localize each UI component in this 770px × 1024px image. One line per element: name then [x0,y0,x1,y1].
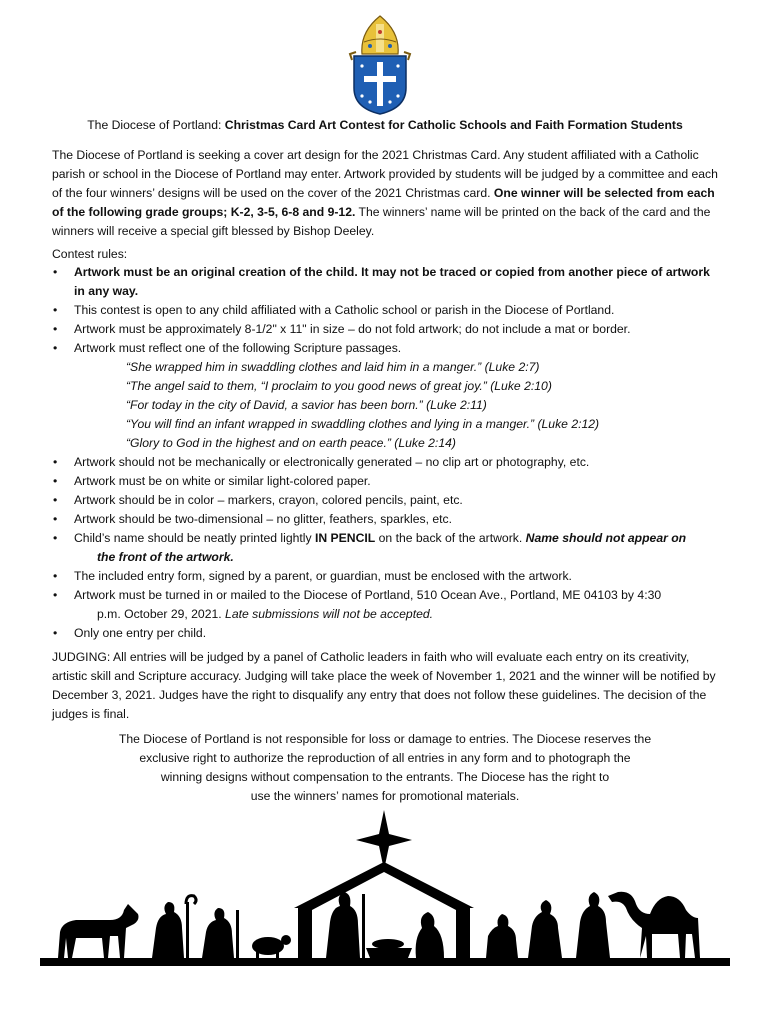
rule-original: • Artwork must be an original creation of the child. It may not be traced or copied from another piece of artwork in any way. [53,265,710,298]
shield-icon [354,56,406,114]
rule-two-dimensional: • Artwork should be two-dimensional – no glitter, feathers, sparkles, etc. [53,512,452,526]
nativity-silhouette-image [40,810,730,990]
quote-line: “The angel said to them, “I proclaim to you good news of great joy.” (Luke 2:10) [126,379,552,393]
rule-entry-form: • The included entry form, signed by a parent, or guardian, must be enclosed with the artwork. [53,569,572,583]
quote-line: “For today in the city of David, a savior has been born.” (Luke 2:11) [126,398,487,412]
judging-paragraph: JUDGING: All entries will be judged by a panel of Catholic leaders in faith who will evaluate each entry on its creativity, artistic skill and Scripture accuracy. Judging will take place the week of November 1, 2021 and the winner will be notified by December 3, 2021. Judges have the right to disqualify any entry that does not follow these guidelines. The decision of the judges is final. [52,650,716,721]
donkey-icon [58,904,139,958]
rule-scripture: • Artwork must reflect one of the following Scripture passages. “She wrapped him in swaddling clothes and laid him in a manger.” (Luke 2:7) “The angel said to them, “I proclaim to you good news of great joy.” (Luke 2:10) “For today in the city of David, a savior has been born.” (Luke 2:11) “You will find an infant wrapped in swaddling clothes and lying in a manger.” (Luke 2:12) “Glory to God in the highest and on earth peace.” (Luke 2:14) [52,339,724,453]
rules-heading: Contest rules: [52,247,128,261]
quote-line: “You will find an infant wrapped in swaddling clothes and lying in a manger.” (Luke 2:12) [126,417,600,431]
mitre-icon [362,16,398,54]
document-title: The Diocese of Portland: Christmas Card Art Contest for Catholic Schools and Faith Formation Students [87,118,683,132]
quote-line: “She wrapped him in swaddling clothes and laid him in a manger.” (Luke 2:7) [126,360,540,374]
intro-paragraph: The Diocese of Portland is seeking a cover art design for the 2021 Christmas Card. Any student affiliated with a Catholic parish or school in the Diocese of Portland may enter. Artwork provided by students will be judged by a committee and each of the four winners’ designs will be used on the cover of the 2021 Christmas card. One winner will be selected from each of the following grade groups; K-2, 3-5, 6-8 and 9-12. The winners’ name will be printed on the back of the card and the winners will receive a special gift blessed by Bishop Deeley. [52,148,718,238]
rule-no-clipart: • Artwork should not be mechanically or electronically generated – no clip art or photography, etc. [53,455,590,469]
quote-line: “Glory to God in the highest and on earth peace.” (Luke 2:14) [126,436,456,450]
rule-deadline: • Artwork must be turned in or mailed to the Diocese of Portland, 510 Ocean Ave., Portland, ME 04103 by 4:30 p.m. October 29, 2021. Late submissions will not be accepted. [53,588,662,621]
king-icon [576,892,610,958]
rule-size: • Artwork must be approximately 8-1/2" x 11" in size – do not fold artwork; do not include a mat or border. [53,322,631,336]
disclaimer-paragraph: The Diocese of Portland is not responsible for loss or damage to entries. The Diocese reserves the exclusive right to authorize the reproduction of all entries in any form and to photograph the winning designs without compensation to the entrants. The Diocese has the right to use the winners’ names for promotional materials. [118,732,652,803]
rule-one-entry: • Only one entry per child. [53,626,207,640]
king-icon [528,900,562,958]
rule-eligibility: • This contest is open to any child affiliated with a Catholic school or parish in the Diocese of Portland. [53,303,615,317]
shepherd-icon [152,902,184,958]
star-icon [356,810,412,870]
joseph-icon [326,892,360,958]
rule-name-pencil: • Child’s name should be neatly printed lightly IN PENCIL on the back of the artwork. Name should not appear on the front of the artwork. [53,531,687,564]
rule-color: • Artwork should be in color – markers, crayon, colored pencils, paint, etc. [53,493,463,507]
king-icon [486,914,518,958]
diocese-crest-logo [340,10,420,116]
scripture-quotes [74,358,724,453]
rules-list [52,263,724,643]
camel-icon [608,892,700,958]
mary-icon [416,912,444,958]
manger-icon [366,948,412,958]
shepherd-icon [202,908,234,958]
rule-paper: • Artwork must be on white or similar light-colored paper. [53,474,371,488]
